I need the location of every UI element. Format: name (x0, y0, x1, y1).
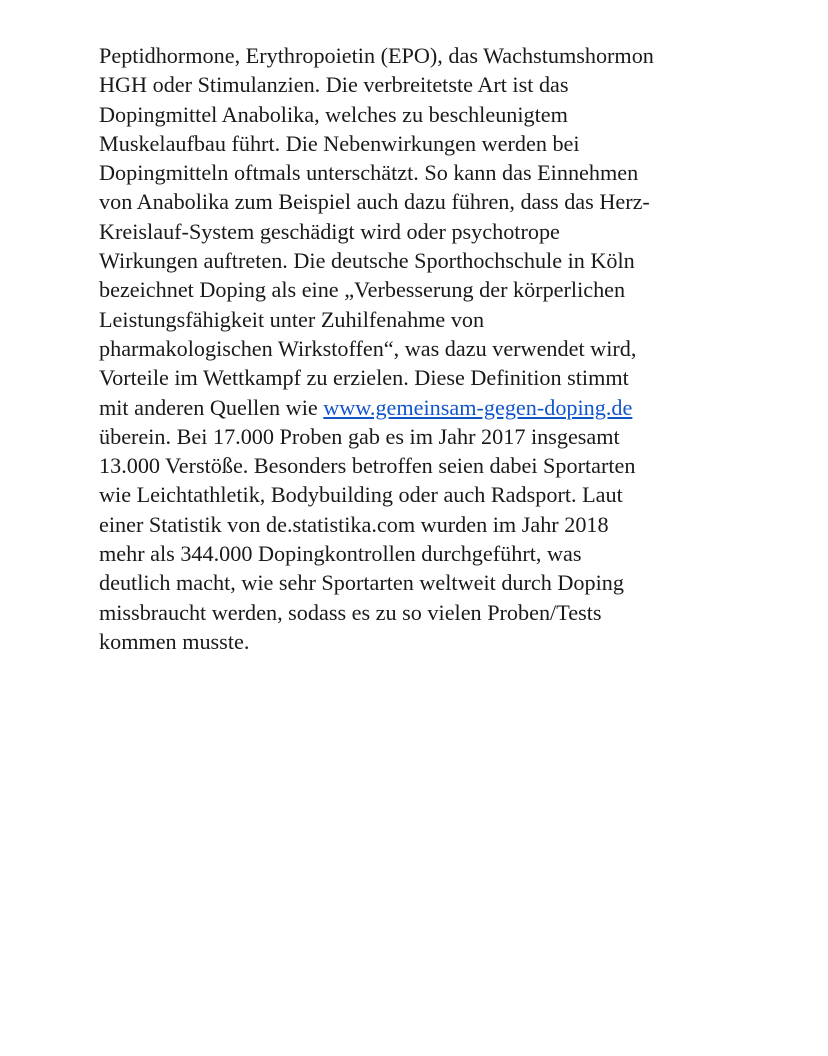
paragraph-line: Leistungsfähigkeit unter Zuhilfenahme von (99, 306, 485, 332)
paragraph-line: kommen musste. (99, 628, 250, 654)
link-prefix-text: mit anderen Quellen wie (99, 394, 324, 420)
paragraph-line: 13.000 Verstöße. Besonders betroffen seien dabei Sportarten (99, 453, 636, 479)
paragraph-line: Vorteile im Wettkampf zu erzielen. Diese Definition stimmt (99, 365, 629, 391)
paragraph-line-with-link (99, 393, 779, 422)
paragraph-line: pharmakologischen Wirkstoffen“, was dazu verwendet wird, (99, 335, 637, 361)
body-paragraph (99, 41, 779, 656)
paragraph-line: missbraucht werden, sodass es zu so vielen Proben/Tests (99, 599, 602, 625)
paragraph-line: einer Statistik von de.statistika.com wurden im Jahr 2018 (99, 511, 609, 537)
paragraph-line: deutlich macht, wie sehr Sportarten weltweit durch Doping (99, 570, 624, 596)
paragraph-line: mehr als 344.000 Dopingkontrollen durchgeführt, was (99, 541, 582, 567)
paragraph-line: Dopingmittel Anabolika, welches zu beschleunigtem (99, 101, 568, 127)
paragraph-line: überein. Bei 17.000 Proben gab es im Jahr 2017 insgesamt (99, 423, 620, 449)
paragraph-line: Kreislauf-System geschädigt wird oder psychotrope (99, 218, 560, 244)
paragraph-line: Dopingmitteln oftmals unterschätzt. So kann das Einnehmen (99, 160, 639, 186)
paragraph-line: HGH oder Stimulanzien. Die verbreitetste Art ist das (99, 72, 569, 98)
paragraph-line: von Anabolika zum Beispiel auch dazu führen, dass das Herz- (99, 189, 650, 215)
paragraph-line: Wirkungen auftreten. Die deutsche Sporthochschule in Köln (99, 248, 635, 274)
paragraph-line: bezeichnet Doping als eine „Verbesserung der körperlichen (99, 277, 626, 303)
gemeinsam-gegen-doping-link[interactable]: www.gemeinsam-gegen-doping.de (323, 394, 633, 420)
paragraph-line: wie Leichtathletik, Bodybuilding oder auch Radsport. Laut (99, 482, 623, 508)
paragraph-line: Muskelaufbau führt. Die Nebenwirkungen werden bei (99, 130, 580, 156)
paragraph-line: Peptidhormone, Erythropoietin (EPO), das Wachstumshormon (99, 43, 654, 68)
